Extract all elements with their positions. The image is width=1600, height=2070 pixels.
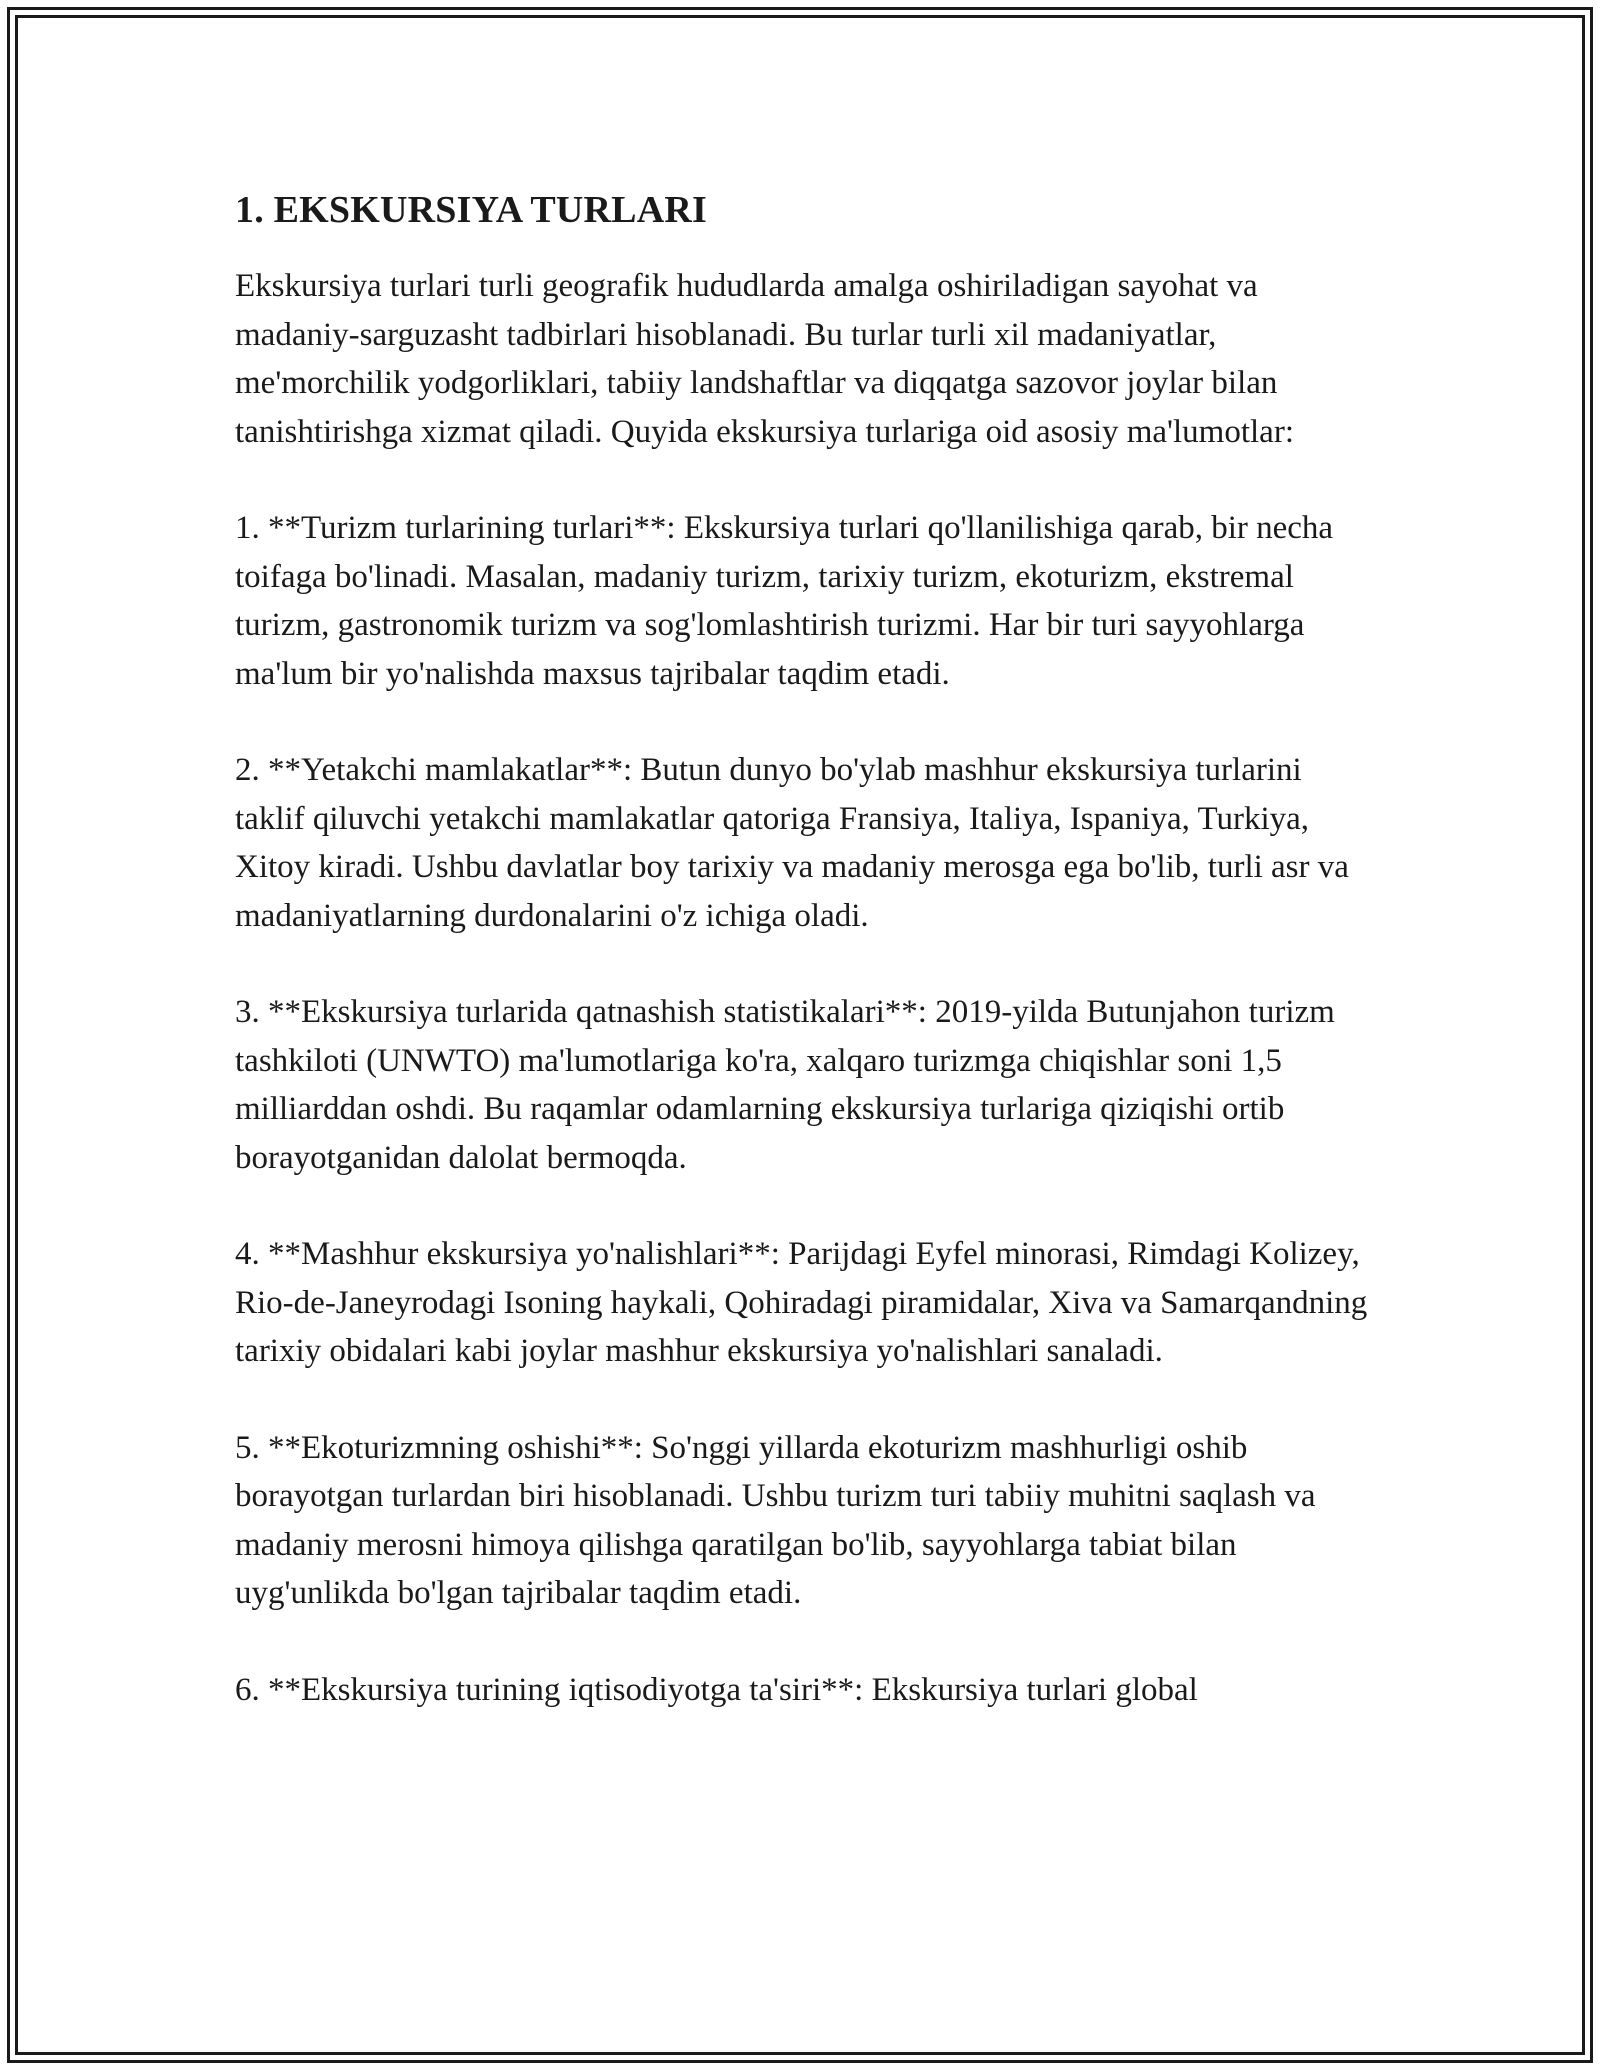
list-item-1: 1. **Turizm turlarining turlari**: Ekskursiya turlari qo'llanilishiga qarab, bir necha toifaga bo'linadi. Masalan, madaniy turizm, tarixiy turizm, ekoturizm, ekstremal turizm, gastronomik turizm va sog'lomlashtirish turizmi. Har bir turi sayyohlarga ma'lum bir yo'nalishda maxsus tajribalar taqdim etadi.	[235, 510, 1334, 692]
intro-paragraph: Ekskursiya turlari turli geografik hududlarda amalga oshiriladigan sayohat va madaniy-sarguzasht tadbirlari hisoblanadi. Bu turlar turli xil madaniyatlar, me'morchilik yodgorliklari, tabiiy landshaftlar va diqqatga sazovor joylar bilan tanishtirishga xizmat qiladi. Quyida ekskursiya turlariga oid asosiy ma'lumotlar:	[235, 268, 1294, 450]
list-item-5: 5. **Ekoturizmning oshishi**: So'nggi yillarda ekoturizm mashhurligi oshib borayotgan turlardan biri hisoblanadi. Ushbu turizm turi tabiiy muhitni saqlash va madaniy merosni himoya qilishga qaratilgan bo'lib, sayyohlarga tabiat bilan uyg'unlikda bo'lgan tajribalar taqdim etadi.	[235, 1429, 1316, 1611]
document-body	[235, 186, 1375, 1762]
list-item-3: 3. **Ekskursiya turlarida qatnashish statistikalari**: 2019-yilda Butunjahon turizm tashkiloti (UNWTO) ma'lumotlariga ko'ra, xalqaro turizmga chiqishlar soni 1,5 milliarddan oshdi. Bu raqamlar odamlarning ekskursiya turlariga qiziqishi ortib borayotganidan dalolat bermoqda.	[235, 994, 1335, 1176]
document-title: 1. EKSKURSIYA TURLARI	[235, 189, 707, 231]
list-item-4: 4. **Mashhur ekskursiya yo'nalishlari**: Parijdagi Eyfel minorasi, Rimdagi Kolizey, Rio-de-Janeyrodagi Isoning haykali, Qohiradagi piramidalar, Xiva va Samarqandning tarixiy obidalari kabi joylar mashhur ekskursiya yo'nalishlari sanaladi.	[235, 1236, 1368, 1369]
list-item-6: 6. **Ekskursiya turining iqtisodiyotga ta'siri**: Ekskursiya turlari global	[235, 1671, 1198, 1708]
list-item-2: 2. **Yetakchi mamlakatlar**: Butun dunyo bo'ylab mashhur ekskursiya turlarini taklif qiluvchi yetakchi mamlakatlar qatoriga Fransiya, Italiya, Ispaniya, Turkiya, Xitoy kiradi. Ushbu davlatlar boy tarixiy va madaniy merosga ega bo'lib, turli asr va madaniyatlarning durdonalarini o'z ichiga oladi.	[235, 752, 1349, 934]
